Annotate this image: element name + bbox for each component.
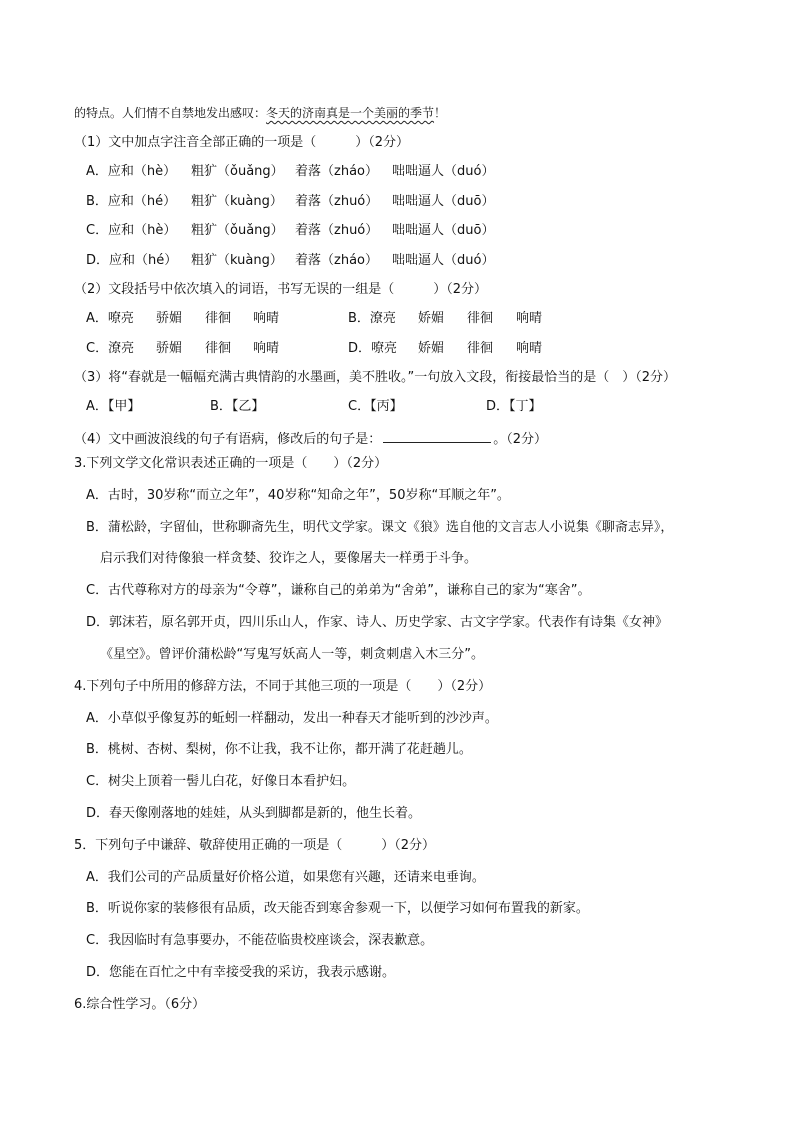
q5-option-c[interactable]: C．我因临时有急事要办，不能莅临贵校座谈会，深表歉意。 <box>86 933 434 948</box>
q5-option-d[interactable]: D．您能在百忙之中有幸接受我的采访，我表示感谢。 <box>86 965 396 980</box>
option-word: 响晴 <box>253 311 280 326</box>
option-word: 徘徊 <box>467 311 494 326</box>
intro-prefix: 的特点。人们情不自禁地发出感叹： <box>74 106 267 120</box>
option-word: 骄媚 <box>156 341 183 356</box>
option-word: 响晴 <box>253 341 280 356</box>
q4-option-c[interactable]: C．树尖上顶着一髻儿白花，好像日本看护妇。 <box>86 774 356 789</box>
option-word: 响晴 <box>516 311 543 326</box>
subq2-option-row-2 <box>86 340 646 358</box>
subquestion-1-stem: （1）文中加点字注音全部正确的一项是（ ）（2分） <box>74 135 410 150</box>
question-3-stem: 3.下列文学文化常识表述正确的一项是（ ）（2分） <box>74 456 388 471</box>
option-word: 徘徊 <box>205 341 232 356</box>
subq1-option-c[interactable] <box>86 222 606 240</box>
q4-option-d[interactable]: D．春天像刚落地的娃娃，从头到脚都是新的，他生长着。 <box>86 806 422 821</box>
option-cell: 粗犷（ǒuǎng） <box>191 164 284 179</box>
option-cell: 着落（zhuó） <box>295 223 379 238</box>
q3-option-c[interactable]: C．古代尊称对方的母亲为“令尊”，谦称自己的弟弟为“舍弟”，谦称自己的家为“寒舍”。 <box>86 583 591 598</box>
q3-option-b[interactable]: B．蒲松龄，字留仙，世称聊斋先生，明代文学家。课文《狼》选自他的文言志人小说集《聊斋志异》， <box>86 520 674 535</box>
option-cell: 着落（zháo） <box>295 164 378 179</box>
option-word: 徘徊 <box>467 341 494 356</box>
subq2-option-a-word[interactable]: A．嘹亮 <box>86 311 134 326</box>
subq3-option-d[interactable]: D．【丁】 <box>486 399 542 414</box>
subq2-option-row-1 <box>86 310 646 328</box>
answer-blank[interactable] <box>383 428 491 443</box>
subq1-option-b[interactable] <box>86 193 606 211</box>
subq3-options <box>86 398 606 416</box>
subq3-option-c[interactable]: C．【丙】 <box>348 399 403 414</box>
subq2-option-d-word[interactable]: D．嘹亮 <box>348 341 398 356</box>
option-cell: 着落（zhuó） <box>295 194 379 209</box>
question-4-stem: 4.下列句子中所用的修辞方法，不同于其他三项的一项是（ ）（2分） <box>74 679 492 694</box>
intro-suffix: ！ <box>434 106 447 120</box>
option-word: 徘徊 <box>205 311 232 326</box>
subq3-option-b[interactable]: B．【乙】 <box>210 399 265 414</box>
option-word: 响晴 <box>516 341 543 356</box>
option-cell: 粗犷（kuàng） <box>191 253 283 268</box>
subq2-option-b-word[interactable]: B．潦亮 <box>348 311 396 326</box>
option-word: 娇媚 <box>418 341 445 356</box>
option-cell: 咄咄逼人（duō） <box>392 223 495 238</box>
option-cell: 咄咄逼人（duō） <box>392 194 495 209</box>
option-cell: 咄咄逼人（duó） <box>392 164 495 179</box>
option-cell: D．应和（hé） <box>86 253 178 268</box>
q3-option-d-continued: 《星空》。曾评价蒲松龄“写鬼写妖高人一等，刺贪刺虐入木三分”。 <box>100 647 484 662</box>
option-cell: 咄咄逼人（duó） <box>392 253 495 268</box>
subquestion-4-stem <box>74 428 547 449</box>
subq4-stem-after: 。（2分） <box>493 432 548 447</box>
option-cell: 粗犷（kuàng） <box>191 194 283 209</box>
subq1-option-d[interactable] <box>86 252 606 270</box>
option-cell: 着落（zháo） <box>295 253 378 268</box>
option-cell: 粗犷（ǒuǎng） <box>191 223 284 238</box>
q4-option-b[interactable]: B．桃树、杏树、梨树，你不让我，我不让你，都开满了花赶趟儿。 <box>86 742 472 757</box>
q3-option-a[interactable]: A．古时，30岁称“而立之年”，40岁称“知命之年”，50岁称“耳顺之年”。 <box>86 488 510 503</box>
option-word: 娇媚 <box>418 311 445 326</box>
subquestion-3-stem: （3）将“春就是一幅幅充满古典情韵的水墨画，美不胜收。”一句放入文段，衔接最恰当的是（ ）（2分） <box>74 370 677 385</box>
q5-option-a[interactable]: A．我们公司的产品质量好价格公道，如果您有兴趣，还请来电垂询。 <box>86 870 485 885</box>
intro-line <box>74 104 446 122</box>
option-cell: B．应和（hé） <box>86 194 177 209</box>
subquestion-2-stem: （2）文段括号中依次填入的词语，书写无误的一组是（ ）（2分） <box>74 282 488 297</box>
question-6-stem: 6.综合性学习。（6分） <box>74 997 206 1012</box>
subq1-option-a[interactable] <box>86 163 606 181</box>
subq2-option-c-word[interactable]: C．潦亮 <box>86 341 135 356</box>
option-cell: A．应和（hè） <box>86 164 177 179</box>
q4-option-a[interactable]: A．小草似乎像复苏的蚯蚓一样翻动，发出一种春天才能听到的沙沙声。 <box>86 711 498 726</box>
q3-option-d[interactable]: D．郭沫若，原名郭开贞，四川乐山人，作家、诗人、历史学家、古文字学家。代表作有诗集《女神》 <box>86 615 669 630</box>
option-cell: C．应和（hè） <box>86 223 177 238</box>
option-word: 骄媚 <box>156 311 183 326</box>
question-5-stem: 5．下列句子中谦辞、敬辞使用正确的一项是（ ）（2分） <box>74 838 436 853</box>
subq3-option-a[interactable]: A．【甲】 <box>86 399 141 414</box>
q3-option-b-continued: 启示我们对待像狼一样贪婪、狡诈之人，要像屠夫一样勇于斗争。 <box>100 551 478 566</box>
q5-option-b[interactable]: B．听说你家的装修很有品质，改天能否到寒舍参观一下，以便学习如何布置我的新家。 <box>86 901 589 916</box>
wavy-underlined-sentence: 冬天的济南真是一个美丽的季节 <box>266 106 435 120</box>
subq4-stem-before: （4）文中画波浪线的句子有语病，修改后的句子是： <box>74 432 382 447</box>
